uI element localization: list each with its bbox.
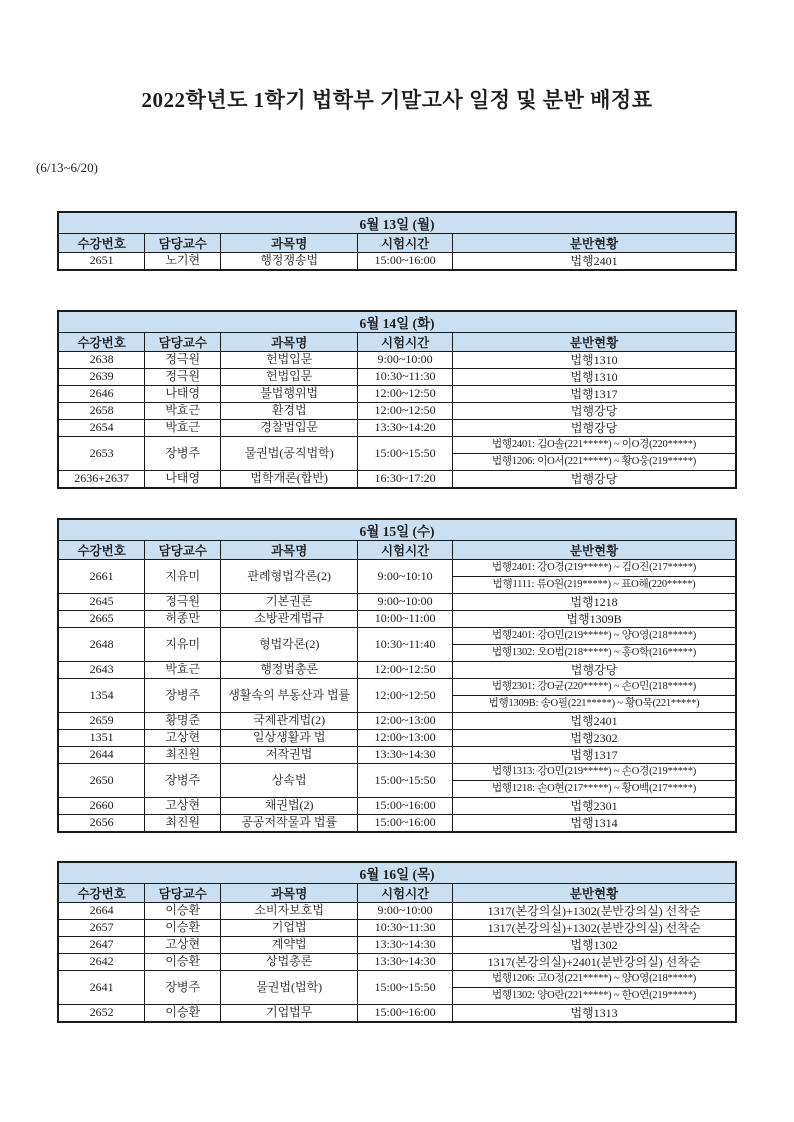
cell-section-status <box>453 920 736 937</box>
section-line: 법행1309B <box>566 612 622 626</box>
table-row <box>58 253 736 271</box>
cell-professor: 장병주 <box>145 437 221 471</box>
cell-professor: 장병주 <box>145 764 221 798</box>
cell-course-code: 2654 <box>58 420 145 437</box>
cell-exam-time: 13:30~14:20 <box>358 420 453 437</box>
cell-section-status <box>453 903 736 920</box>
cell-exam-time: 15:00~16:00 <box>358 815 453 833</box>
cell-subject: 불법행위법 <box>221 386 358 403</box>
cell-section-status <box>453 628 736 662</box>
table-row <box>58 594 736 611</box>
cell-course-code: 2659 <box>58 713 145 730</box>
section-line: 법행1317 <box>570 748 618 762</box>
table-row <box>58 352 736 369</box>
section-line: 1317(본강의실)+1302(분반강의실) 선착순 <box>487 904 701 918</box>
cell-exam-time: 15:00~15:50 <box>358 971 453 1005</box>
day-header: 6월 14일 (화) <box>58 311 736 333</box>
cell-section-status <box>453 713 736 730</box>
cell-course-code: 2648 <box>58 628 145 662</box>
cell-course-code: 2644 <box>58 747 145 764</box>
cell-exam-time: 12:00~13:00 <box>358 730 453 747</box>
cell-professor: 나태영 <box>145 386 221 403</box>
section-line: 1317(본강의실)+1302(분반강의실) 선착순 <box>487 921 701 935</box>
col-header-subject: 과목명 <box>221 333 358 352</box>
cell-subject: 물권법(법학) <box>221 971 358 1005</box>
section-line: 법행2301: 강O균(220*****) ~ 손O민(218*****) <box>491 681 697 692</box>
cell-professor: 이승환 <box>145 954 221 971</box>
column-header-row <box>58 234 736 253</box>
table-row <box>58 386 736 403</box>
section-line: 법행1313: 강O민(219*****) ~ 손O경(219*****) <box>491 766 697 777</box>
cell-professor: 박효근 <box>145 662 221 679</box>
table-row <box>58 747 736 764</box>
section-line: 법행강당 <box>570 421 618 435</box>
col-header-exam-time: 시험시간 <box>358 884 453 903</box>
section-line: 법행강당 <box>570 472 618 486</box>
cell-section-status <box>453 420 736 437</box>
table-row <box>58 403 736 420</box>
cell-course-code: 2661 <box>58 560 145 594</box>
exam-table-jun15 <box>57 518 737 833</box>
cell-exam-time: 13:30~14:30 <box>358 937 453 954</box>
cell-subject: 공공저작물과 법률 <box>221 815 358 833</box>
page-title: 2022학년도 1학기 법학부 기말고사 일정 및 분반 배정표 <box>141 88 653 112</box>
cell-subject: 국제관계법(2) <box>221 713 358 730</box>
section-line: 법행2401: 김O솔(221*****) ~ 이O경(220*****) <box>491 439 697 450</box>
cell-professor: 박효근 <box>145 420 221 437</box>
section-line: 법행2302 <box>570 731 618 745</box>
day-header: 6월 15일 (수) <box>58 519 736 541</box>
table-row <box>58 815 736 833</box>
cell-section-status <box>453 764 736 798</box>
cell-subject: 헌법입문 <box>221 352 358 369</box>
cell-exam-time: 12:00~12:50 <box>358 679 453 713</box>
cell-section-status <box>453 437 736 471</box>
cell-subject: 행정법총론 <box>221 662 358 679</box>
col-header-exam-time: 시험시간 <box>358 234 453 253</box>
cell-subject: 경찰법입문 <box>221 420 358 437</box>
cell-professor: 지유미 <box>145 560 221 594</box>
table-row <box>58 798 736 815</box>
table-row <box>58 628 736 662</box>
cell-section-status <box>453 611 736 628</box>
cell-course-code: 2652 <box>58 1005 145 1023</box>
cell-subject: 저작권법 <box>221 747 358 764</box>
cell-course-code: 2646 <box>58 386 145 403</box>
cell-section-status <box>453 386 736 403</box>
cell-exam-time: 15:00~15:50 <box>358 437 453 471</box>
col-header-subject: 과목명 <box>221 541 358 560</box>
section-line: 법행1302: 양O란(221*****) ~ 한O연(219*****) <box>453 987 735 1004</box>
cell-subject: 소비자보호법 <box>221 903 358 920</box>
cell-professor: 박효근 <box>145 403 221 420</box>
cell-section-status <box>453 937 736 954</box>
table-row <box>58 679 736 713</box>
table-row <box>58 662 736 679</box>
cell-section-status <box>453 369 736 386</box>
cell-professor: 정극원 <box>145 352 221 369</box>
table-row <box>58 560 736 594</box>
cell-section-status <box>453 798 736 815</box>
day-header-row <box>58 862 736 884</box>
cell-exam-time: 12:00~12:50 <box>358 662 453 679</box>
cell-exam-time: 15:00~15:50 <box>358 764 453 798</box>
section-line: 1317(본강의실)+2401(분반강의실) 선착순 <box>487 955 701 969</box>
section-line: 법행1206: 이O서(221*****) ~ 황O웅(219*****) <box>453 453 735 470</box>
section-line: 법행2401 <box>570 714 618 728</box>
col-header-subject: 과목명 <box>221 884 358 903</box>
cell-subject: 계약법 <box>221 937 358 954</box>
day-header: 6월 16일 (목) <box>58 862 736 884</box>
cell-subject: 생활속의 부동산과 법률 <box>221 679 358 713</box>
table-row <box>58 611 736 628</box>
cell-course-code: 2636+2637 <box>58 471 145 489</box>
cell-exam-time: 13:30~14:30 <box>358 954 453 971</box>
cell-section-status <box>453 971 736 1005</box>
day-header-row <box>58 519 736 541</box>
cell-professor: 이승환 <box>145 920 221 937</box>
table-row <box>58 730 736 747</box>
col-header-section-status: 분반현황 <box>453 541 736 560</box>
cell-section-status <box>453 403 736 420</box>
cell-section-status <box>453 747 736 764</box>
col-header-subject: 과목명 <box>221 234 358 253</box>
cell-exam-time: 12:00~13:00 <box>358 713 453 730</box>
day-header-row <box>58 212 736 234</box>
section-line: 법행강당 <box>570 663 618 677</box>
cell-course-code: 2645 <box>58 594 145 611</box>
section-line: 법행1302: 오O범(218*****) ~ 홍O학(216*****) <box>453 644 735 661</box>
cell-subject: 헌법입문 <box>221 369 358 386</box>
cell-exam-time: 9:00~10:00 <box>358 352 453 369</box>
cell-exam-time: 13:30~14:30 <box>358 747 453 764</box>
cell-professor: 정극원 <box>145 369 221 386</box>
table-row <box>58 903 736 920</box>
cell-exam-time: 16:30~17:20 <box>358 471 453 489</box>
cell-course-code: 2647 <box>58 937 145 954</box>
table-row <box>58 764 736 798</box>
table-row <box>58 954 736 971</box>
cell-subject: 형법각론(2) <box>221 628 358 662</box>
section-line: 법행1314 <box>570 816 618 830</box>
day-header: 6월 13일 (월) <box>58 212 736 234</box>
cell-section-status <box>453 594 736 611</box>
column-header-row <box>58 541 736 560</box>
col-header-section-status: 분반현황 <box>453 234 736 253</box>
section-line: 법행2401: 강O경(219*****) ~ 김O진(217*****) <box>491 562 697 573</box>
cell-exam-time: 10:30~11:30 <box>358 369 453 386</box>
col-header-professor: 담당교수 <box>145 333 221 352</box>
cell-professor: 지유미 <box>145 628 221 662</box>
table-row <box>58 920 736 937</box>
section-line: 법행1218 <box>570 595 618 609</box>
cell-section-status <box>453 954 736 971</box>
cell-course-code: 2643 <box>58 662 145 679</box>
cell-section-status <box>453 815 736 833</box>
col-header-professor: 담당교수 <box>145 541 221 560</box>
section-line: 법행1309B: 송O필(221*****) ~ 황O묵(221*****) <box>453 695 735 712</box>
cell-subject: 기본권론 <box>221 594 358 611</box>
cell-course-code: 2664 <box>58 903 145 920</box>
cell-subject: 일상생활과 법 <box>221 730 358 747</box>
cell-professor: 황명준 <box>145 713 221 730</box>
cell-course-code: 2638 <box>58 352 145 369</box>
cell-section-status <box>453 730 736 747</box>
cell-exam-time: 15:00~16:00 <box>358 253 453 271</box>
col-header-exam-time: 시험시간 <box>358 333 453 352</box>
date-range: (6/13~6/20) <box>36 160 98 175</box>
cell-subject: 상속법 <box>221 764 358 798</box>
cell-professor: 정극원 <box>145 594 221 611</box>
cell-subject: 소방관계법규 <box>221 611 358 628</box>
cell-professor: 허종만 <box>145 611 221 628</box>
cell-course-code: 2656 <box>58 815 145 833</box>
cell-professor: 장병주 <box>145 679 221 713</box>
table-row <box>58 420 736 437</box>
cell-subject: 법학개론(합반) <box>221 471 358 489</box>
cell-course-code: 2665 <box>58 611 145 628</box>
cell-course-code: 2642 <box>58 954 145 971</box>
section-line: 법행2401: 강O민(219*****) ~ 양O영(218*****) <box>491 630 697 641</box>
cell-professor: 나태영 <box>145 471 221 489</box>
col-header-course-code: 수강번호 <box>58 333 145 352</box>
section-line: 법행1313 <box>570 1006 618 1020</box>
section-line: 법행강당 <box>570 404 618 418</box>
col-header-course-code: 수강번호 <box>58 234 145 253</box>
cell-subject: 상법총론 <box>221 954 358 971</box>
col-header-professor: 담당교수 <box>145 884 221 903</box>
col-header-section-status: 분반현황 <box>453 884 736 903</box>
cell-course-code: 2650 <box>58 764 145 798</box>
cell-section-status <box>453 352 736 369</box>
cell-course-code: 1351 <box>58 730 145 747</box>
cell-course-code: 2653 <box>58 437 145 471</box>
col-header-course-code: 수강번호 <box>58 541 145 560</box>
section-line: 법행1111: 류O원(219*****) ~ 표O해(220*****) <box>453 576 735 593</box>
table-row <box>58 471 736 489</box>
column-header-row <box>58 333 736 352</box>
cell-section-status <box>453 679 736 713</box>
cell-section-status <box>453 1005 736 1023</box>
cell-exam-time: 15:00~16:00 <box>358 798 453 815</box>
exam-table-jun16 <box>57 861 737 1023</box>
cell-professor: 최진원 <box>145 747 221 764</box>
col-header-exam-time: 시험시간 <box>358 541 453 560</box>
cell-course-code: 2651 <box>58 253 145 271</box>
table-row <box>58 369 736 386</box>
section-line: 법행1302 <box>570 938 618 952</box>
cell-section-status <box>453 662 736 679</box>
cell-course-code: 2658 <box>58 403 145 420</box>
cell-exam-time: 10:30~11:30 <box>358 920 453 937</box>
cell-professor: 이승환 <box>145 1005 221 1023</box>
cell-professor: 노기현 <box>145 253 221 271</box>
cell-course-code: 2660 <box>58 798 145 815</box>
cell-professor: 고상현 <box>145 798 221 815</box>
cell-subject: 채권법(2) <box>221 798 358 815</box>
table-row <box>58 971 736 1005</box>
cell-professor: 고상현 <box>145 937 221 954</box>
cell-subject: 물권법(공직법학) <box>221 437 358 471</box>
cell-professor: 이승환 <box>145 903 221 920</box>
cell-professor: 장병주 <box>145 971 221 1005</box>
section-line: 법행1218: 손O현(217*****) ~ 황O백(217*****) <box>453 780 735 797</box>
cell-subject: 환경법 <box>221 403 358 420</box>
table-row <box>58 713 736 730</box>
cell-section-status <box>453 560 736 594</box>
cell-course-code: 2641 <box>58 971 145 1005</box>
section-line: 법행1206: 고O정(221*****) ~ 양O영(218*****) <box>491 973 697 984</box>
section-line: 법행1310 <box>570 370 618 384</box>
cell-course-code: 1354 <box>58 679 145 713</box>
cell-section-status <box>453 471 736 489</box>
section-line: 법행2401 <box>570 254 618 268</box>
cell-exam-time: 9:00~10:00 <box>358 903 453 920</box>
cell-subject: 기업법무 <box>221 1005 358 1023</box>
col-header-section-status: 분반현황 <box>453 333 736 352</box>
cell-exam-time: 15:00~16:00 <box>358 1005 453 1023</box>
table-row <box>58 437 736 471</box>
cell-subject: 판례형법각론(2) <box>221 560 358 594</box>
section-line: 법행2301 <box>570 799 618 813</box>
exam-table-jun13 <box>57 211 737 271</box>
table-row <box>58 1005 736 1023</box>
cell-exam-time: 10:00~11:00 <box>358 611 453 628</box>
col-header-professor: 담당교수 <box>145 234 221 253</box>
col-header-course-code: 수강번호 <box>58 884 145 903</box>
cell-professor: 고상현 <box>145 730 221 747</box>
exam-table-jun14 <box>57 310 737 489</box>
cell-course-code: 2657 <box>58 920 145 937</box>
cell-exam-time: 10:30~11:40 <box>358 628 453 662</box>
day-header-row <box>58 311 736 333</box>
cell-subject: 행정쟁송법 <box>221 253 358 271</box>
cell-exam-time: 12:00~12:50 <box>358 386 453 403</box>
column-header-row <box>58 884 736 903</box>
cell-professor: 최진원 <box>145 815 221 833</box>
cell-exam-time: 9:00~10:00 <box>358 594 453 611</box>
table-row <box>58 937 736 954</box>
cell-subject: 기업법 <box>221 920 358 937</box>
cell-exam-time: 12:00~12:50 <box>358 403 453 420</box>
cell-course-code: 2639 <box>58 369 145 386</box>
section-line: 법행1317 <box>570 387 618 401</box>
cell-section-status <box>453 253 736 271</box>
cell-exam-time: 9:00~10:10 <box>358 560 453 594</box>
section-line: 법행1310 <box>570 353 618 367</box>
